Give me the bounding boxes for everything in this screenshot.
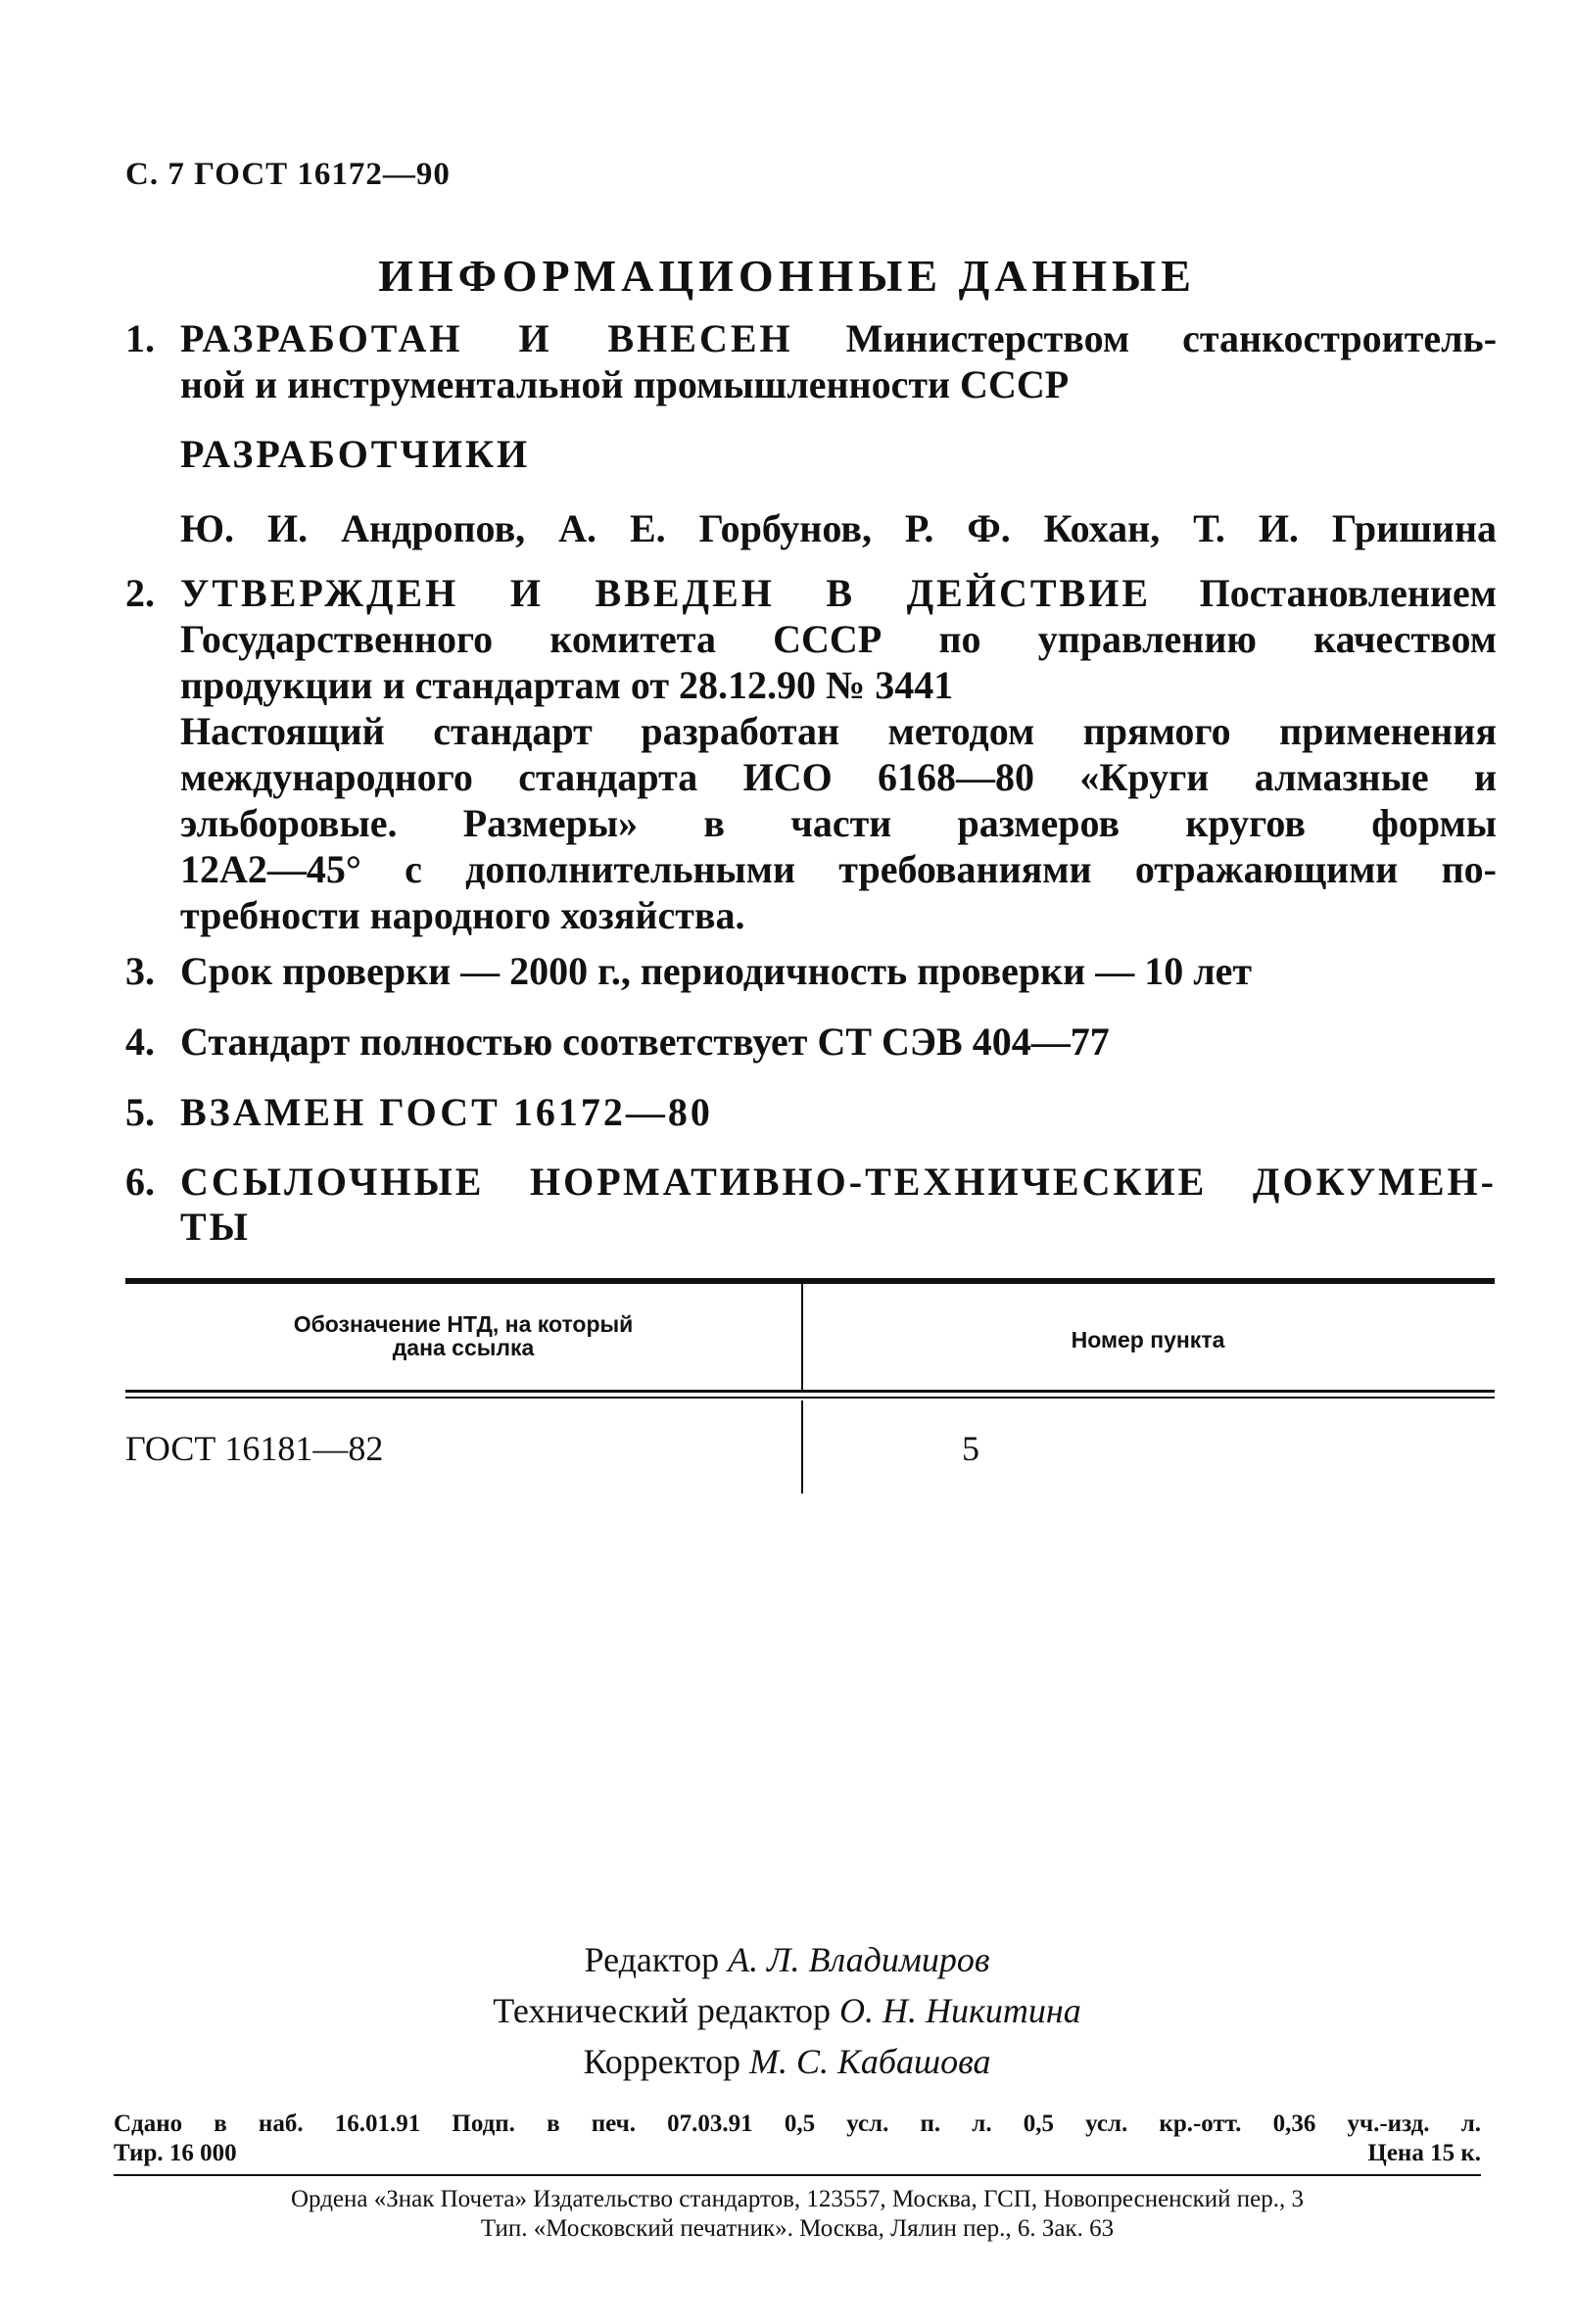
page-reference: С. 7 ГОСТ 16172—90: [125, 157, 451, 192]
table-cell-clause: 5: [962, 1429, 979, 1468]
page-title: ИНФОРМАЦИОННЫЕ ДАННЫЕ: [378, 251, 1196, 301]
table-top-rule: [125, 1278, 1495, 1284]
item-4: [125, 1019, 1497, 1065]
item-caps: РАЗРАБОТАН И ВНЕСЕН: [180, 316, 793, 360]
developers-heading: РАЗРАБОТЧИКИ: [180, 432, 531, 476]
item-number: 1.: [125, 316, 155, 360]
item-paragraph-line: 12А2—45° с дополнительными требованиями отражающими по-: [180, 847, 1497, 891]
credits: [0, 1934, 1574, 2087]
imprint-line: Сдано в наб. 16.01.91 Подп. в печ. 07.03.91 0,5 усл. п. л. 0,5 усл. кр.-отт. 0,36 уч.-изд. л.: [114, 2111, 1481, 2137]
item-1: [125, 315, 1497, 407]
item-number: 5.: [125, 1090, 155, 1134]
table-header-designation: Обозначение НТД, на который дана ссылка: [293, 1311, 634, 1360]
item-number: 4.: [125, 1020, 155, 1064]
table-divider: [801, 1284, 803, 1390]
item-text: Министерством станкостроитель-: [845, 316, 1498, 360]
imprint-circulation: Тир. 16 000: [114, 2140, 237, 2166]
item-6: [125, 1160, 1497, 1250]
item-text: Государственного комитета СССР по управлению качеством: [180, 617, 1497, 661]
publisher-line: Ордена «Знак Почета» Издательство стандартов, 123557, Москва, ГСП, Новопресненский пер., 3: [290, 2186, 1305, 2212]
credit-corrector: Корректор М. С. Кабашова: [583, 2042, 991, 2081]
credit-editor: Редактор А. Л. Владимиров: [584, 1940, 990, 1979]
item-number: 3.: [125, 949, 155, 993]
developers-list: Ю. И. Андропов, А. Е. Горбунов, Р. Ф. Кохан, Т. И. Гришина: [180, 506, 1497, 550]
item-text: Постановлением: [1199, 571, 1498, 615]
item-text: продукции и стандартам от 28.12.90 № 3441: [180, 663, 954, 707]
printer-line: Тип. «Московский печатник». Москва, Лялин пер., 6. Зак. 63: [480, 2215, 1115, 2242]
item-2: [125, 570, 1497, 938]
item-text: ССЫЛОЧНЫЕ НОРМАТИВНО-ТЕХНИЧЕСКИЕ ДОКУМЕН-: [180, 1160, 1497, 1204]
table-divider: [801, 1400, 803, 1494]
item-caps: УТВЕРЖДЕН И ВВЕДЕН В ДЕЙСТВИЕ: [180, 571, 1152, 615]
table-header-rule: [125, 1397, 1495, 1399]
item-3: [125, 948, 1497, 994]
item-paragraph-line: Настоящий стандарт разработан методом прямого применения: [180, 709, 1497, 753]
item-paragraph-line: международного стандарта ИСО 6168—80 «Круги алмазные и: [180, 755, 1497, 799]
item-paragraph-line: эльборовые. Размеры» в части размеров кругов формы: [180, 801, 1497, 845]
item-text: ВЗАМЕН ГОСТ 16172—80: [180, 1090, 713, 1134]
item-text: ТЫ: [180, 1205, 251, 1249]
table-cell-doc: ГОСТ 16181—82: [125, 1429, 384, 1468]
item-5: [125, 1089, 1497, 1135]
item-text: ной и инструментальной промышленности СССР: [180, 362, 1070, 406]
item-number: 6.: [125, 1160, 155, 1204]
item-number: 2.: [125, 571, 155, 615]
imprint-rule: [114, 2174, 1481, 2176]
imprint-price: Цена 15 к.: [1367, 2140, 1481, 2166]
table-header-clause: Номер пункта: [1071, 1327, 1225, 1352]
item-text: Стандарт полностью соответствует СТ СЭВ 404—77: [180, 1020, 1110, 1064]
item-text: Срок проверки — 2000 г., периодичность проверки — 10 лет: [180, 949, 1253, 993]
table-header-rule: [125, 1390, 1495, 1393]
credit-tech-editor: Технический редактор О. Н. Никитина: [493, 1991, 1081, 2030]
item-paragraph-line: требности народного хозяйства.: [180, 893, 745, 937]
